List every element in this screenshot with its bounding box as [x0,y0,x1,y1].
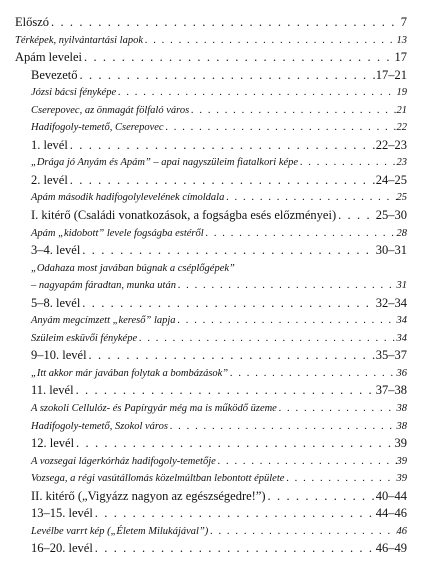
toc-entry-title: „Itt akkor már javában folytak a bombázások” [31,367,229,379]
toc-leader-dots [224,189,396,207]
toc-leader-dots [68,137,376,155]
toc-entry-page: 24–25 [375,172,407,187]
toc-entry-title: 13–15. levél [31,506,93,521]
toc-entry [15,470,407,488]
toc-entry-title: „Drága jó Anyám és Apám” – apai nagyszüleim fiatalkori képe [31,157,299,169]
toc-leader-dots [78,67,376,85]
toc-leader-dots [168,418,397,436]
toc-entry-title: Hadifogoly-temető, Cserepovec [31,122,164,134]
toc-entry-page: 22 [396,122,407,134]
toc-entry [15,260,407,278]
toc-entry-title: Vozsega, a régi vasútállomás közelmúltban lebontott épülete [31,473,285,485]
toc-entry [15,277,407,295]
toc-entry-title: Anyám megcímzett „kereső” lapja [31,315,176,327]
toc-entry-page: 36 [396,367,407,379]
toc-entry-page: 34 [396,332,407,344]
toc-entry [15,488,407,506]
toc-entry-page: 37–38 [375,383,407,398]
toc-entry-page: 13 [396,34,407,46]
toc-entry-title: 1. levél [31,137,68,152]
toc-entry-title: I. kitérő (Családi vonatkozások, a fogságba esés előzményei) [31,208,337,223]
toc-leader-dots [82,49,395,67]
toc-entry-page: 25–30 [375,208,407,223]
toc-entry-page: 38 [396,403,407,415]
toc-entry-title: Apám „kidobott” levele fogságba estéről [31,227,204,239]
toc-entry [15,225,407,243]
toc-entry-page: 46 [396,525,407,537]
toc-leader-dots [298,154,396,172]
toc-entry [15,523,407,541]
toc-entry-title: Józsi bácsi fényképe [31,87,117,99]
toc-entry-title: 9–10. levél [31,348,87,363]
toc-entry [15,172,407,190]
toc-entry [15,154,407,172]
toc-entry-title: A vozsegai lágerkórház hadifogoly-temetője [31,455,216,467]
toc-leader-dots [208,523,396,541]
toc-entry-page: 23 [396,157,407,169]
toc-entry-title: 11. levél [31,383,74,398]
toc-entry [15,32,407,50]
toc-entry-title: 3–4. levél [31,243,81,258]
toc-entry [15,453,407,471]
toc-entry-title: A szokoli Cellulóz- és Papírgyár még ma is működő üzeme [31,403,277,415]
toc-leader-dots [93,540,376,558]
toc-entry [15,67,407,85]
toc-leader-dots [137,330,396,348]
toc-leader-dots [74,435,394,453]
toc-entry-page: 32–34 [375,295,407,310]
toc-entry-title: Apám második hadifogolylevelének címoldala [31,192,225,204]
toc-entry-page: 7 [400,15,407,29]
toc-entry-title: „Odahaza most javában búgnak a cséplőgépek” [31,262,235,274]
toc-entry-title: Bevezető [31,67,78,82]
toc-entry [15,102,407,120]
toc-entry-page: 19 [396,87,407,99]
toc-leader-dots [68,172,376,190]
toc-leader-dots [284,470,396,488]
toc-entry [15,435,407,453]
toc-entry-title: Levélbe varrt kép („Életem Milukájával”) [31,525,209,537]
toc-entry-page: 46–49 [375,541,407,556]
toc-entry-page: 28 [396,227,407,239]
toc-leader-dots [216,453,397,471]
toc-leader-dots [204,225,397,243]
toc-entry [15,207,407,225]
toc-entry [15,312,407,330]
toc-entry-title: II. kitérő („Vigyázz nagyon az egészségedre!”) [31,488,266,503]
toc-leader-dots [116,84,396,102]
toc-entry [15,400,407,418]
toc-entry [15,242,407,260]
toc-entry [15,330,407,348]
toc-entry-page: 44–46 [375,506,407,521]
toc-entry-page: 17 [394,50,407,65]
toc-entry-page: 38 [396,420,407,432]
toc-entry-title: 5–8. levél [31,295,81,310]
toc-entry-page: 39 [396,473,407,485]
toc-entry-title: Hadifogoly-temető, Szokol város [31,420,168,432]
toc-entry-title: 16–20. levél [31,541,93,556]
toc-leader-dots [80,242,375,260]
toc-entry [15,49,407,67]
toc-leader-dots [164,119,397,137]
toc-entry-page: 34 [396,315,407,327]
toc-leader-dots [87,347,376,365]
toc-entry [15,295,407,313]
toc-entry-page: 35–37 [375,348,407,363]
toc-entry [15,365,407,383]
toc-leader-dots [336,207,376,225]
toc-leader-dots [266,488,376,506]
toc-leader-dots [277,400,397,418]
toc-leader-dots [80,295,375,313]
toc-leader-dots [176,277,397,295]
toc-leader-dots [143,32,396,50]
toc-leader-dots [49,14,401,32]
toc-entry-title: Cserepovec, az önmagát fölfaló város [31,104,190,116]
toc-entry-title: 2. levél [31,172,68,187]
toc-entry-page: 25 [396,192,407,204]
toc-entry-page: 30–31 [375,243,407,258]
toc-entry-title: Előszó [15,15,50,29]
toc-entry-title: 12. levél [31,436,75,451]
toc-entry-page: 21 [396,104,407,116]
toc-entry-page: 40–44 [375,488,407,503]
toc-entry-title: Apám levelei [15,50,82,65]
toc-entry [15,119,407,137]
toc-leader-dots [189,102,396,120]
toc-entry [15,347,407,365]
toc-entry-title: Szüleim esküvői fényképe [31,332,138,344]
toc-leader-dots [74,382,376,400]
toc-entry [15,14,407,32]
toc-entry [15,540,407,558]
toc-entry-page: 39 [396,455,407,467]
toc-leader-dots [93,505,376,523]
toc-entry [15,418,407,436]
toc-entry-page: 39 [394,436,407,451]
toc-leader-dots [176,312,397,330]
toc-entry [15,382,407,400]
toc-entry [15,84,407,102]
toc-entry-page: 31 [396,280,407,292]
toc-entry-title: Térképek, nyilvántartási lapok [15,34,144,46]
toc-entry [15,189,407,207]
toc-entry [15,137,407,155]
toc-entry-page: 17–21 [375,67,407,82]
toc-leader-dots [228,365,396,383]
toc-entry-page: 22–23 [375,137,407,152]
toc-entry-title: – nagyapám fáradtan, munka után [31,280,176,292]
toc-entry [15,505,407,523]
